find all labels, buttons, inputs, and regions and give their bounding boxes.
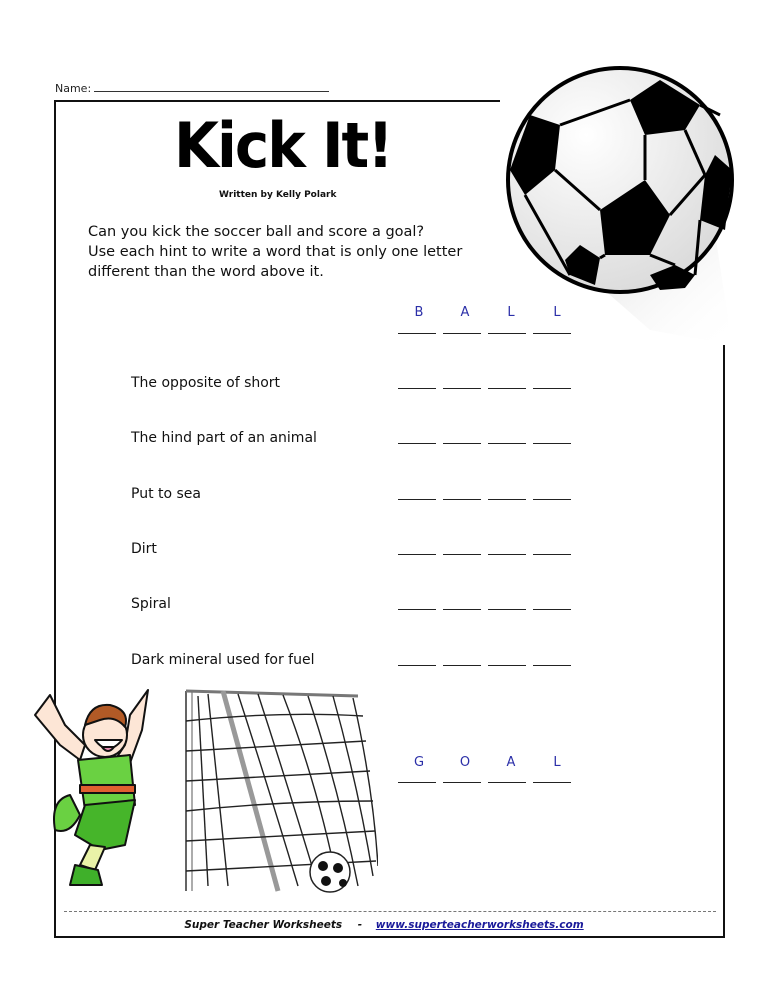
soccer-goal-net-illustration [178,686,378,896]
author-byline: Written by Kelly Polark [219,190,337,200]
clue-4: Dirt [131,541,157,557]
footer-separator: - [357,919,363,931]
end-letter: A [506,755,516,770]
footer-url-link[interactable]: www.superteacherworksheets.com [375,919,584,931]
instructions-line: Can you kick the soccer ball and score a goal? [88,224,425,240]
name-field-row [55,81,329,95]
instructions-line: Use each hint to write a word that is only one letter [88,244,463,260]
footer-brand: Super Teacher Worksheets [184,919,343,931]
start-word-lines [398,333,578,334]
clue-2: The hind part of an animal [131,430,317,446]
name-blank-line[interactable] [94,81,329,92]
start-letter: B [414,305,424,320]
answer-blanks-6[interactable] [398,665,578,666]
clue-5: Spiral [131,596,171,612]
cheering-soccer-kid-illustration [30,685,160,890]
end-word-lines [398,782,578,783]
start-word [396,305,580,320]
answer-blanks-1[interactable] [398,388,578,389]
page-title: Kick It! [174,108,392,183]
clue-6: Dark mineral used for fuel [131,652,315,668]
answer-blanks-4[interactable] [398,554,578,555]
end-letter: L [553,755,561,770]
answer-blanks-3[interactable] [398,499,578,500]
footer-divider [64,911,716,912]
worksheet-border-top [54,100,500,102]
answer-blanks-2[interactable] [398,443,578,444]
end-letter: O [459,755,471,770]
end-word [396,755,580,770]
clue-3: Put to sea [131,486,201,502]
end-letter: G [413,755,425,770]
start-letter: L [507,305,515,320]
instructions-line: different than the word above it. [88,264,324,280]
instructions [88,222,488,282]
name-label: Name: [55,82,92,95]
clue-1: The opposite of short [131,375,281,391]
footer [0,919,768,931]
answer-blanks-5[interactable] [398,609,578,610]
start-letter: A [460,305,470,320]
start-letter: L [553,305,561,320]
